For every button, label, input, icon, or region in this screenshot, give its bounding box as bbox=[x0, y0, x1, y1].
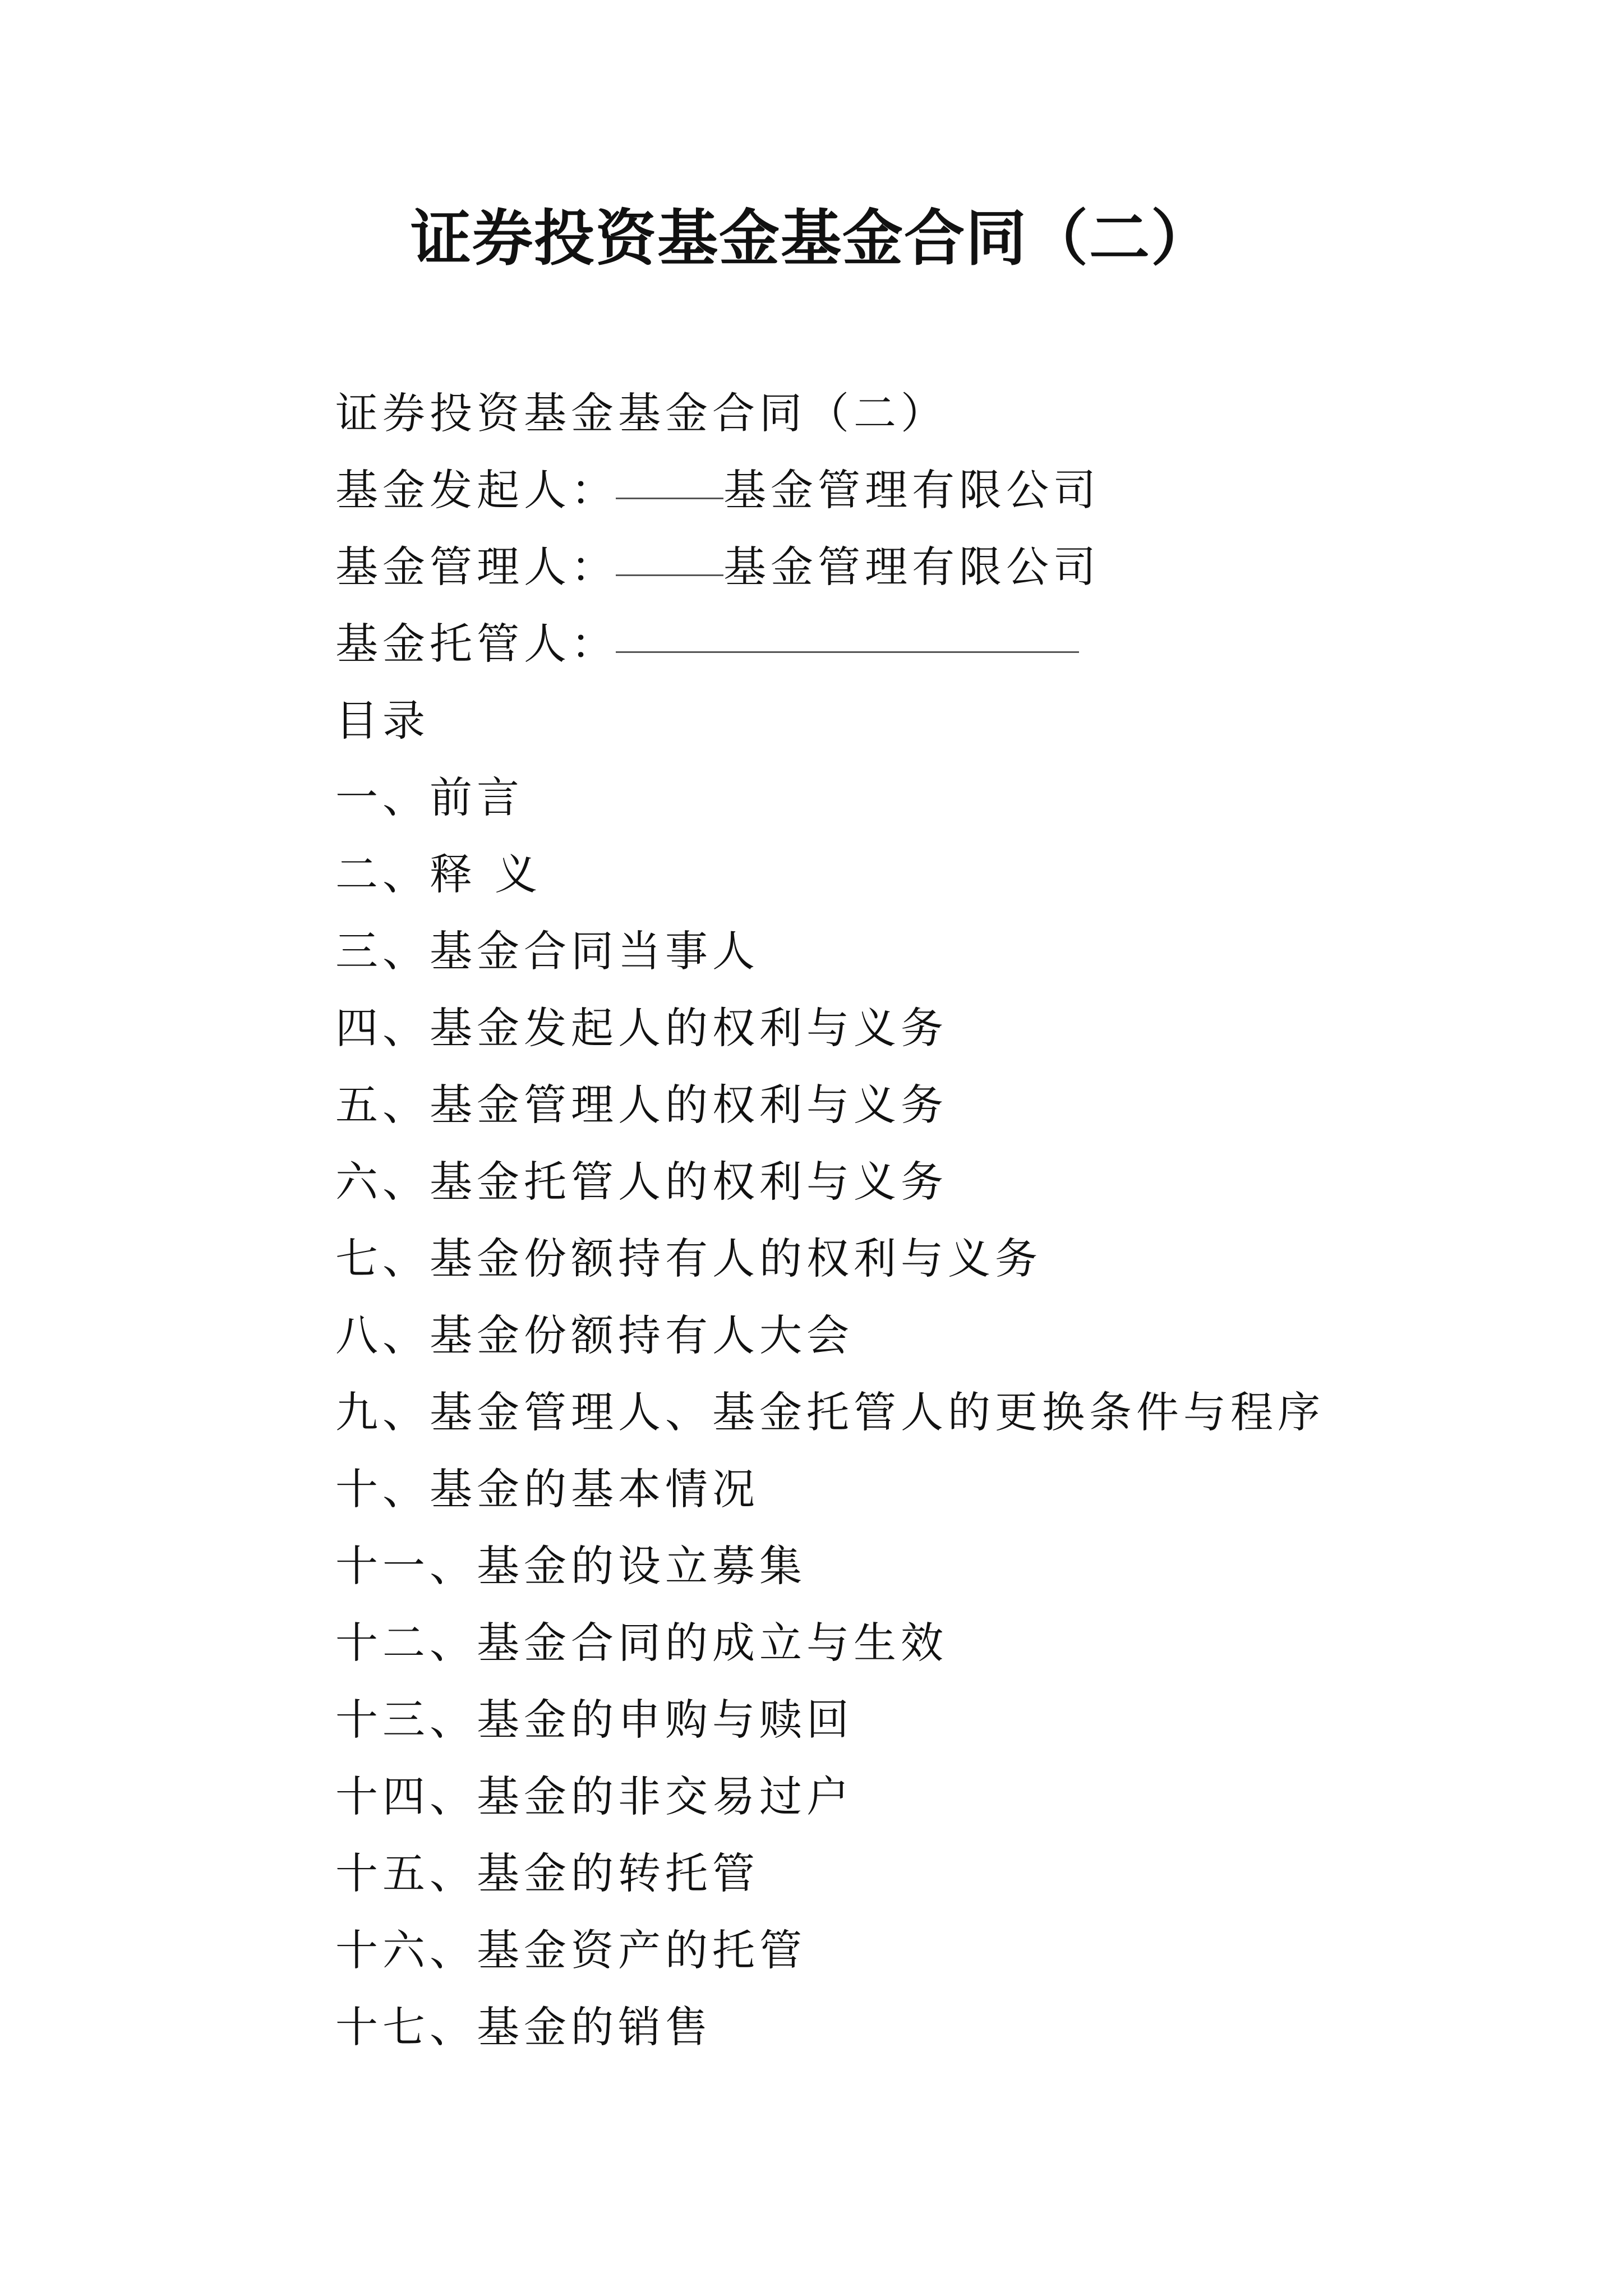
party-label: 基金发起人： bbox=[335, 465, 618, 515]
toc-item: 七、基金份额持有人的权利与义务 bbox=[335, 1234, 1042, 1283]
toc-item: 一、前言 bbox=[335, 772, 524, 822]
party-value: 基金管理有限公司 bbox=[723, 465, 1100, 515]
party-label: 基金托管人： bbox=[335, 619, 618, 669]
document-subtitle: 证券投资基金基金合同（二） bbox=[335, 388, 948, 438]
party-label: 基金管理人： bbox=[335, 542, 618, 592]
party-fund-sponsor bbox=[335, 452, 1513, 528]
toc-item: 十二、基金合同的成立与生效 bbox=[335, 1618, 948, 1668]
toc-item: 二、释 义 bbox=[335, 849, 542, 899]
document-body bbox=[335, 375, 1513, 2065]
toc-heading: 目录 bbox=[335, 696, 430, 746]
toc-item: 十、基金的基本情况 bbox=[335, 1464, 759, 1514]
toc-item: 三、基金合同当事人 bbox=[335, 926, 759, 976]
toc-item: 四、基金发起人的权利与义务 bbox=[335, 1003, 948, 1053]
toc-item: 五、基金管理人的权利与义务 bbox=[335, 1080, 948, 1130]
toc-item: 十六、基金资产的托管 bbox=[335, 1925, 806, 1975]
toc-item: 九、基金管理人、基金托管人的更换条件与程序 bbox=[335, 1387, 1325, 1437]
party-value: 基金管理有限公司 bbox=[723, 542, 1100, 592]
toc-item: 十七、基金的销售 bbox=[335, 2002, 712, 2052]
document-title: 证券投资基金基金合同（二） bbox=[410, 203, 1212, 274]
party-fund-manager bbox=[335, 528, 1513, 605]
toc-item: 十四、基金的非交易过户 bbox=[335, 1772, 854, 1821]
toc-item: 六、基金托管人的权利与义务 bbox=[335, 1157, 948, 1207]
toc-item: 十五、基金的转托管 bbox=[335, 1848, 759, 1898]
party-fund-custodian bbox=[335, 605, 1513, 682]
toc-item: 八、基金份额持有人大会 bbox=[335, 1310, 854, 1360]
fill-in-blank bbox=[616, 615, 1079, 653]
fill-in-blank bbox=[616, 539, 723, 576]
toc-item: 十一、基金的设立募集 bbox=[335, 1541, 806, 1591]
toc-item: 十三、基金的申购与赎回 bbox=[335, 1695, 854, 1745]
fill-in-blank bbox=[616, 462, 723, 499]
